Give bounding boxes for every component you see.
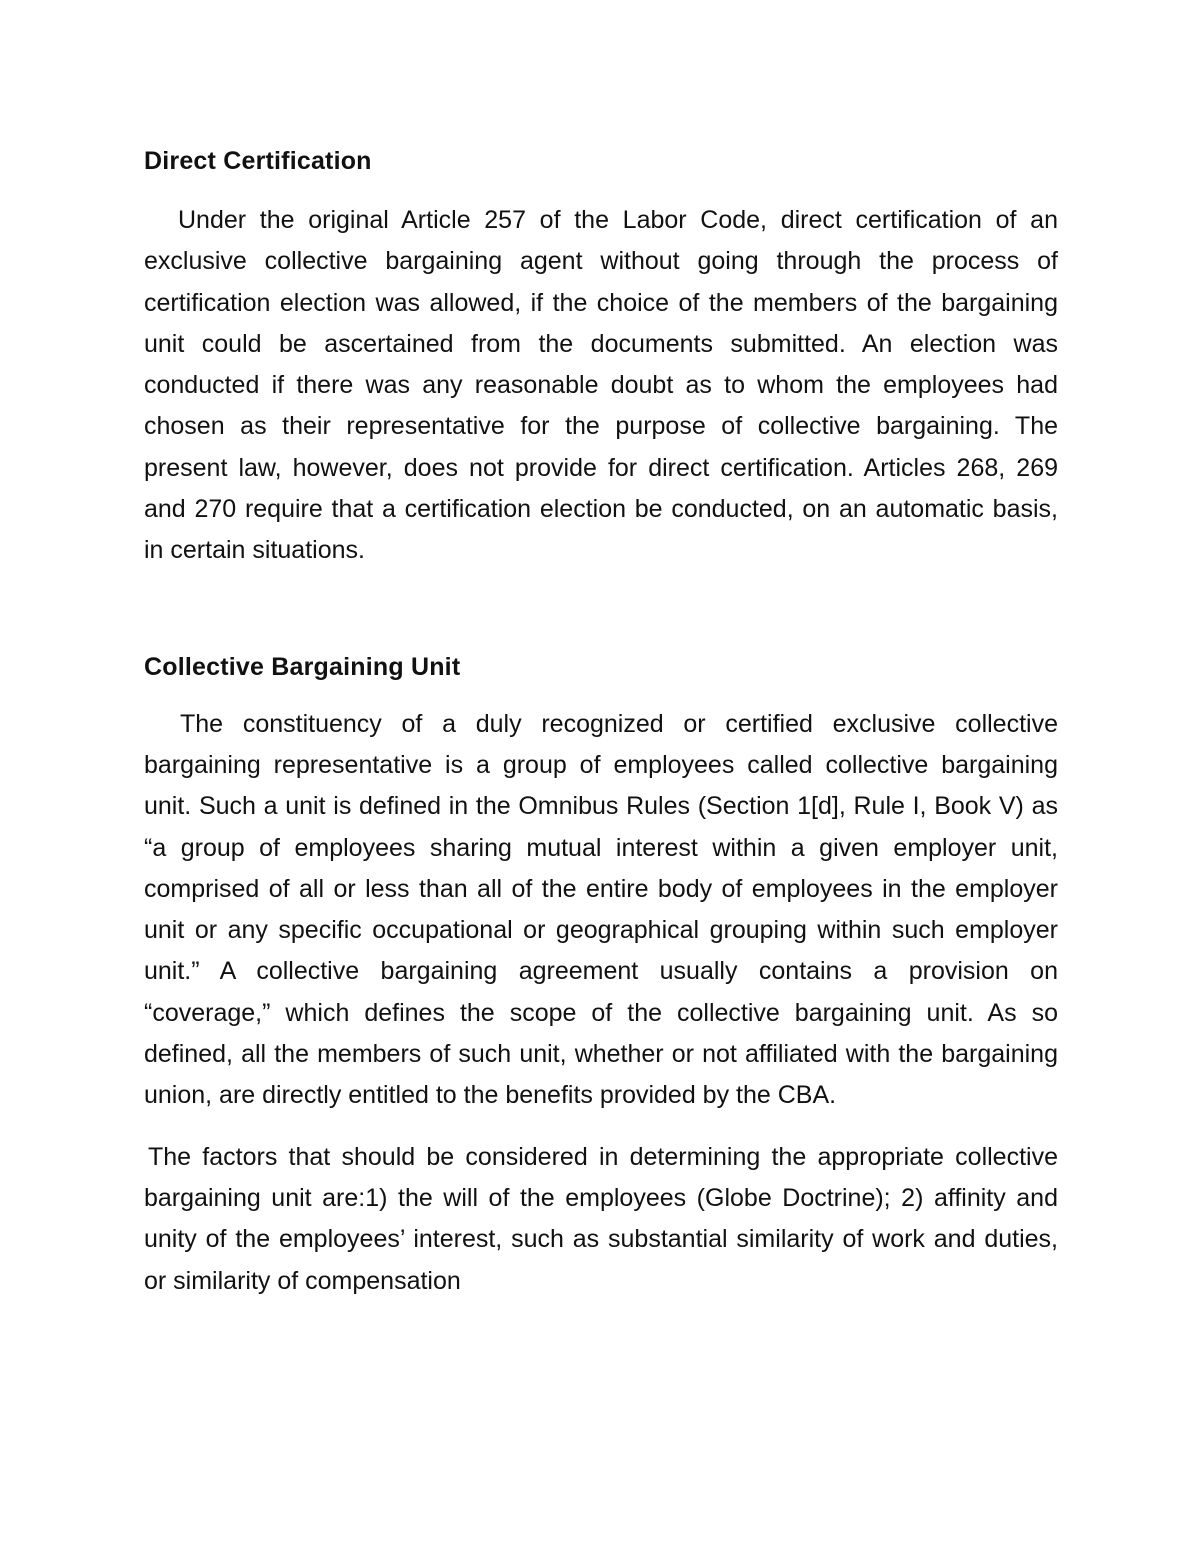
paragraph-cbu-factors: The factors that should be considered in determining the appropriate collective bargaining unit are:1) the will of the employees (Globe Doctrine); 2) affinity and unity of the employees’ interest, such as substantial similarity of work and duties, or similarity of compensation	[144, 1142, 1058, 1295]
paragraph-cbu-definition: The constituency of a duly recognized or certified exclusive collective bargaining representative is a group of employees called collective bargaining unit. Such a unit is defined in the Omnibus Rules (Section 1[d], Rule I, Book V) as “a group of employees sharing mutual interest within a given employer unit, comprised of all or less than all of the entire body of employees in the employer unit or any specific occupational or geographical grouping within such employer unit.” A collective bargaining agreement usually contains a provision on “coverage,” which defines the scope of the collective bargaining unit. As so defined, all the members of such unit, whether or not affiliated with the bargaining union, are directly entitled to the benefits provided by the CBA.	[144, 709, 1058, 1110]
document-body	[144, 140, 1058, 1302]
paragraph-direct-certification: Under the original Article 257 of the Labor Code, direct certification of an exclusive collective bargaining agent without going through the process of certification election was allowed, if the choice of the members of the bargaining unit could be ascertained from the documents submitted. An election was conducted if there was any reasonable doubt as to whom the employees had chosen as their representative for the purpose of collective bargaining. The present law, however, does not provide for direct certification. Articles 268, 269 and 270 require that a certification election be conducted, on an automatic basis, in certain situations.	[144, 206, 1058, 565]
section-heading-direct-certification: Direct Certification	[144, 147, 372, 175]
section-heading-collective-bargaining-unit: Collective Bargaining Unit	[144, 652, 461, 681]
